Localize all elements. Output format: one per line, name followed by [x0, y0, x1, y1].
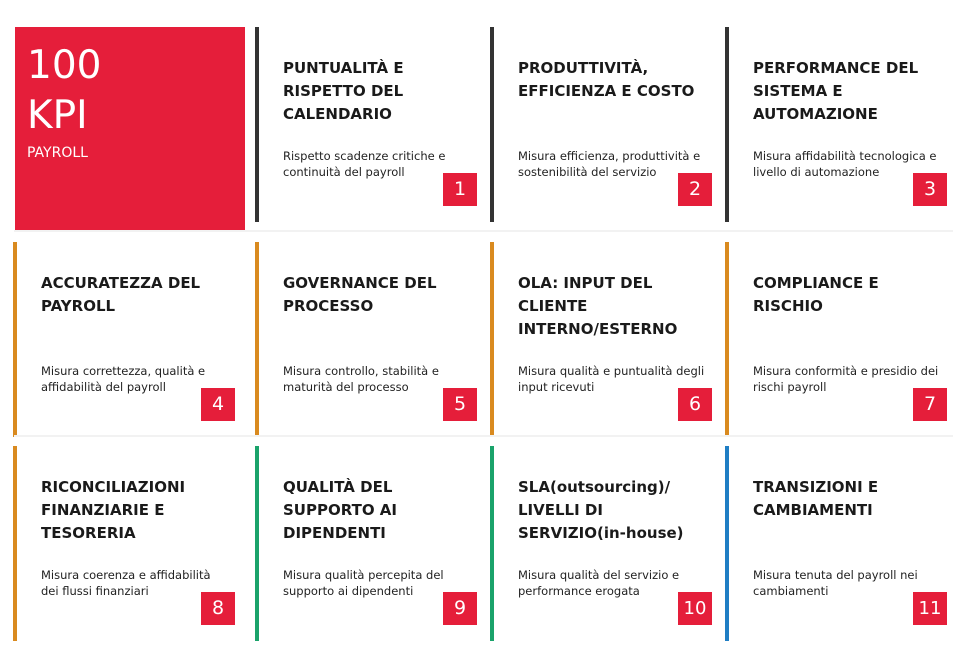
kpi-card-description: Misura tenuta del payroll nei cambiamenti	[753, 568, 918, 598]
kpi-card-title: COMPLIANCE E RISCHIO	[753, 274, 879, 315]
kpi-card-4[interactable]	[13, 242, 235, 437]
kpi-card-number-badge: 6	[678, 388, 712, 421]
kpi-row-3	[14, 446, 953, 649]
kpi-card-description: Misura efficienza, produttività e sostenibilità del servizio	[518, 149, 701, 179]
kpi-card-3[interactable]	[725, 27, 947, 222]
row-divider	[14, 230, 953, 232]
kpi-card-description: Rispetto scadenze critiche e continuità del payroll	[283, 149, 446, 179]
kpi-card-description: Misura conformità e presidio dei rischi payroll	[753, 364, 939, 394]
hero-label: KPI	[27, 93, 88, 138]
kpi-card-number-badge: 3	[913, 173, 947, 206]
kpi-card-2[interactable]	[490, 27, 712, 222]
kpi-card-title: TRANSIZIONI E CAMBIAMENTI	[753, 478, 879, 519]
kpi-card-8[interactable]	[13, 446, 235, 641]
kpi-card-number-badge: 1	[443, 173, 477, 206]
kpi-card-title: GOVERNANCE DEL PROCESSO	[283, 274, 437, 315]
kpi-card-number-badge: 11	[913, 592, 947, 625]
kpi-card-number-badge: 2	[678, 173, 712, 206]
kpi-card-title: PUNTUALITÀ E RISPETTO DEL CALENDARIO	[283, 59, 404, 123]
kpi-card-5[interactable]	[255, 242, 477, 437]
kpi-card-number-badge: 8	[201, 592, 235, 625]
kpi-card-description: Misura qualità percepita del supporto ai dipendenti	[283, 568, 444, 598]
kpi-card-6[interactable]	[490, 242, 712, 437]
kpi-card-7[interactable]	[725, 242, 947, 437]
kpi-card-number-badge: 4	[201, 388, 235, 421]
kpi-card-title: SLA(outsourcing)/ LIVELLI DI SERVIZIO(in-house)	[518, 478, 684, 542]
row-divider	[14, 435, 953, 437]
hero-tile	[15, 27, 245, 230]
kpi-card-description: Misura affidabilità tecnologica e livello di automazione	[753, 149, 937, 179]
kpi-card-description: Misura correttezza, qualità e affidabilità del payroll	[41, 364, 206, 394]
kpi-card-title: PRODUTTIVITÀ, EFFICIENZA E COSTO	[518, 59, 695, 100]
kpi-card-title: QUALITÀ DEL SUPPORTO AI DIPENDENTI	[283, 478, 397, 542]
kpi-card-title: RICONCILIAZIONI FINANZIARIE E TESORERIA	[41, 478, 186, 542]
kpi-card-description: Misura qualità del servizio e performance erogata	[518, 568, 680, 598]
hero-number: 100	[27, 43, 102, 88]
kpi-card-number-badge: 5	[443, 388, 477, 421]
kpi-card-number-badge: 9	[443, 592, 477, 625]
kpi-card-11[interactable]	[725, 446, 947, 641]
kpi-card-number-badge: 7	[913, 388, 947, 421]
kpi-card-description: Misura coerenza e affidabilità dei flussi finanziari	[41, 568, 211, 598]
kpi-card-description: Misura qualità e puntualità degli input ricevuti	[518, 364, 705, 394]
kpi-card-10[interactable]	[490, 446, 712, 641]
kpi-row-1	[14, 27, 953, 230]
hero-subtitle: PAYROLL	[27, 145, 88, 161]
kpi-card-description: Misura controllo, stabilità e maturità del processo	[283, 364, 439, 394]
kpi-card-title: OLA: INPUT DEL CLIENTE INTERNO/ESTERNO	[518, 274, 678, 338]
kpi-card-title: ACCURATEZZA DEL PAYROLL	[41, 274, 201, 315]
kpi-card-1[interactable]	[255, 27, 477, 222]
kpi-card-title: PERFORMANCE DEL SISTEMA E AUTOMAZIONE	[753, 59, 919, 123]
kpi-row-2	[14, 242, 953, 445]
kpi-card-9[interactable]	[255, 446, 477, 641]
kpi-card-number-badge: 10	[678, 592, 712, 625]
